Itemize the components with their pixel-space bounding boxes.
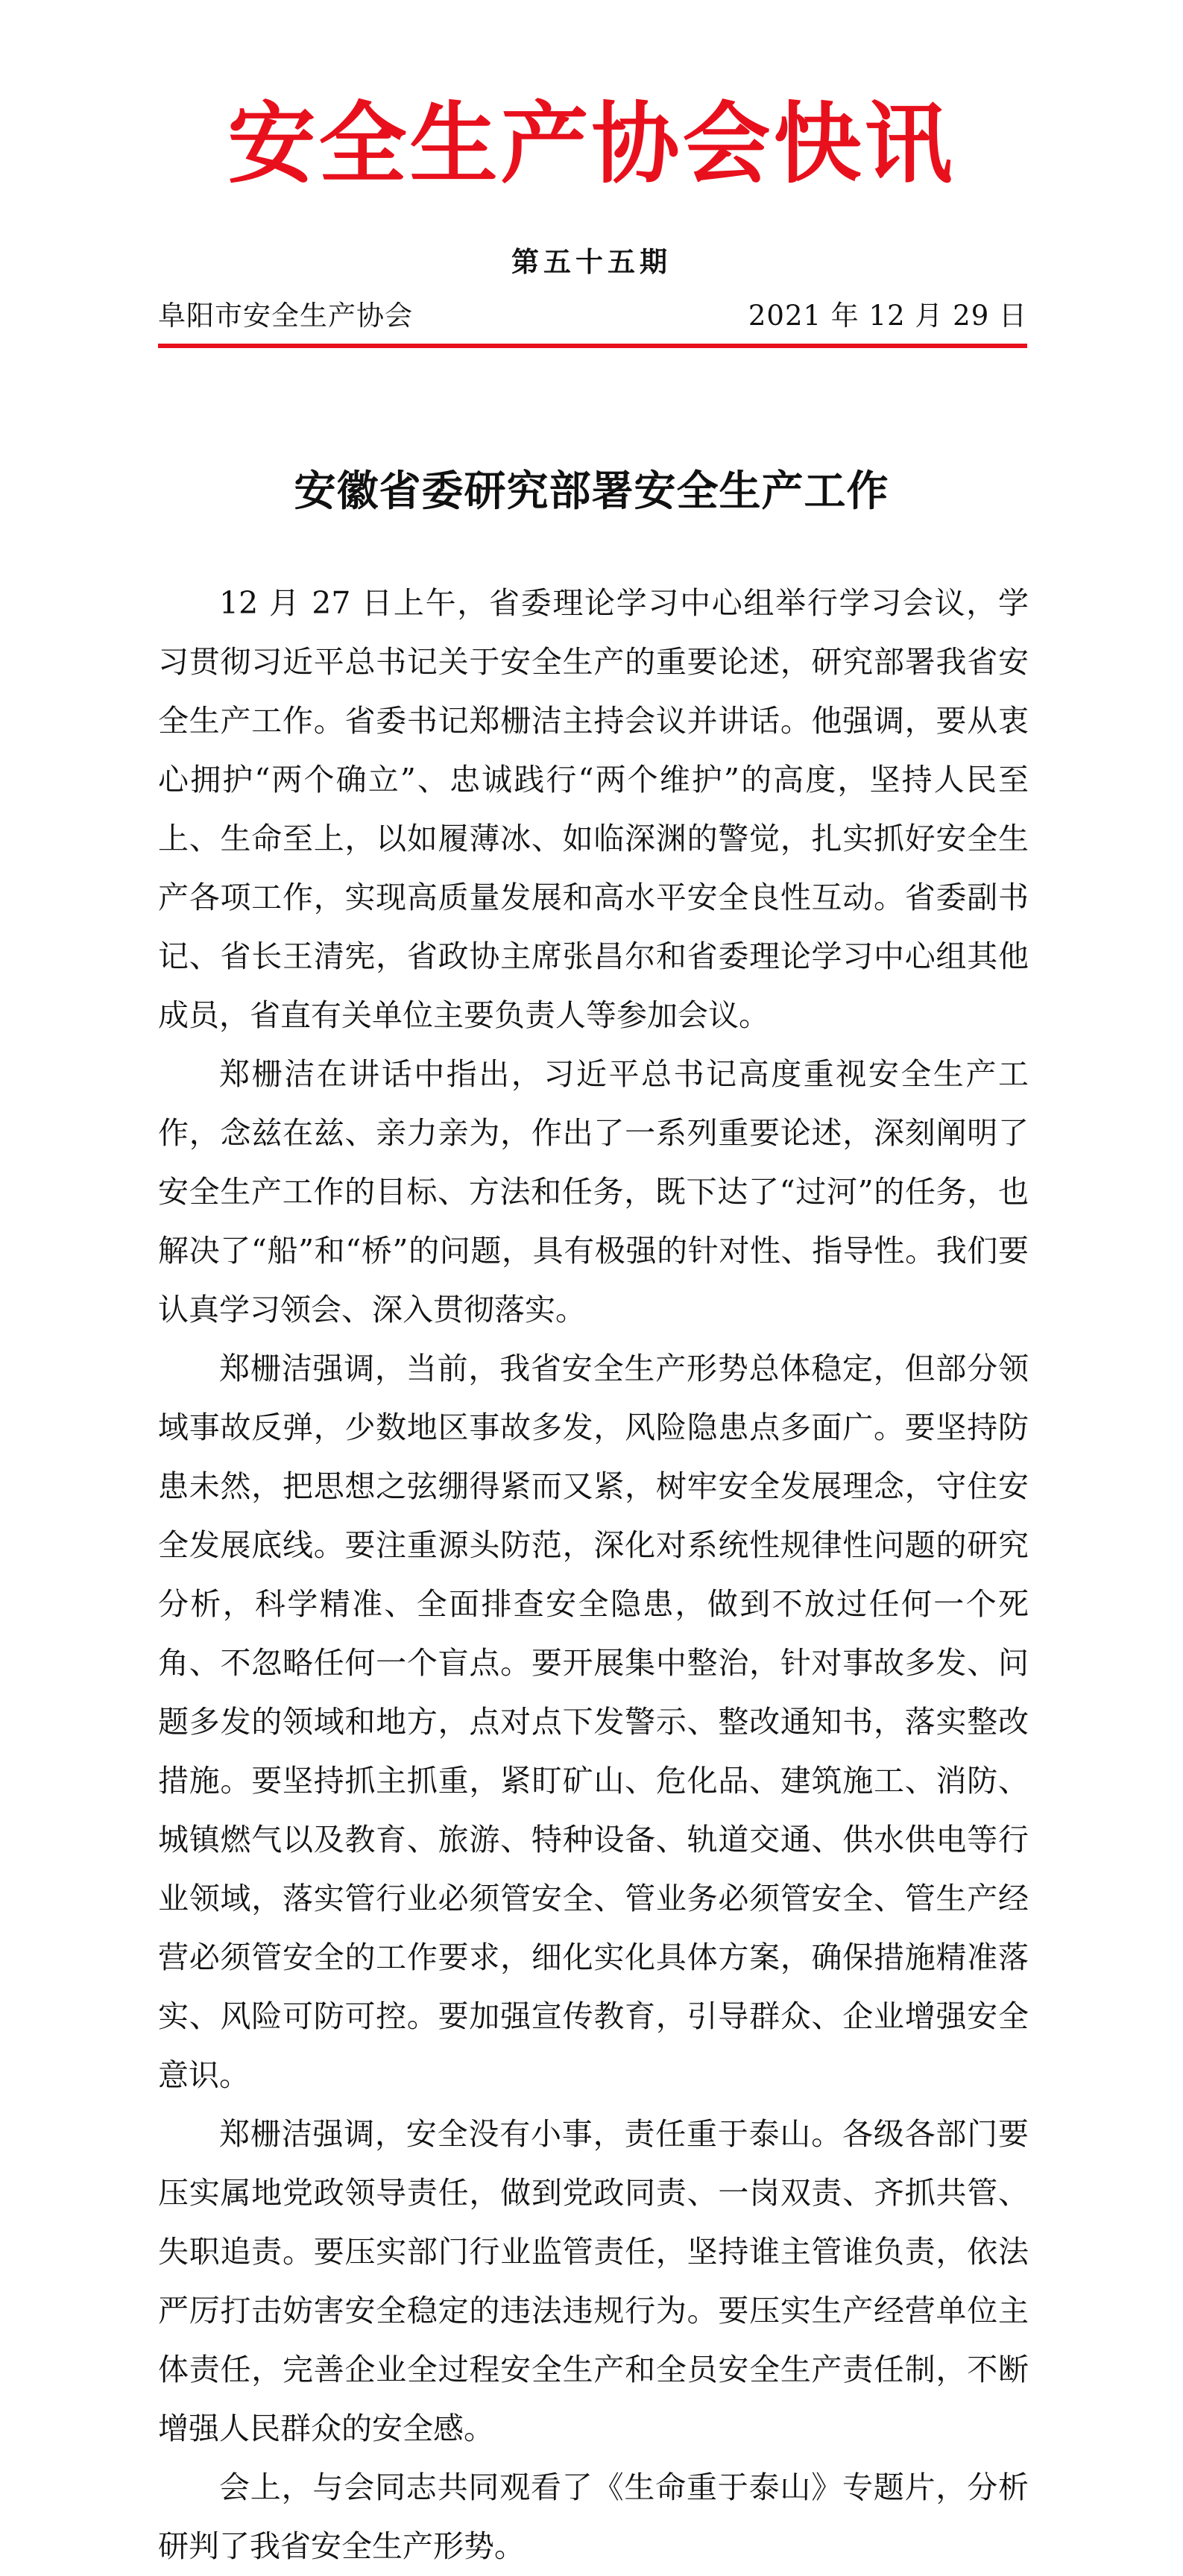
issue-meta-row: [158, 297, 1027, 335]
publisher-name: 阜阳市安全生产协会: [158, 300, 413, 332]
header-divider: [158, 344, 1027, 348]
issue-number: 第五十五期: [511, 245, 672, 278]
article-headline: 安徽省委研究部署安全生产工作: [294, 467, 889, 516]
article-paragraph: 郑栅洁强调，当前，我省安全生产形势总体稳定，但部分领域事故反弹，少数地区事故多发，风险隐患点多面广。要坚持防患未然，把思想之弦绷得紧而又紧，树牢安全发展理念，守住安全发展底线。要注重源头防范，深化对系统性规律性问题的研究分析，科学精准、全面排查安全隐患，做到不放过任何一个死角、不忽略任何一个盲点。要开展集中整治，针对事故多发、问题多发的领域和地方，点对点下发警示、整改通知书，落实整改措施。要坚持抓主抓重，紧盯矿山、危化品、建筑施工、消防、城镇燃气以及教育、旅游、特种设备、轨道交通、供水供电等行业领域，落实管行业必须管安全、管业务必须管安全、管生产经营必须管安全的工作要求，细化实化具体方案，确保措施精准落实、风险可防可控。要加强宣传教育，引导群众、企业增强安全意识。: [158, 1351, 1029, 2093]
publish-date: 2021 年 12 月 29 日: [748, 300, 1027, 332]
article-paragraph: 郑栅洁强调，安全没有小事，责任重于泰山。各级各部门要压实属地党政领导责任，做到党政同责、一岗双责、齐抓共管、失职追责。要压实部门行业监管责任，坚持谁主管谁负责，依法严厉打击妨害安全稳定的违法违规行为。要压实生产经营单位主体责任，完善企业全过程安全生产和全员安全生产责任制，不断增强人民群众的安全感。: [158, 2116, 1029, 2446]
newsletter-masthead: 安全生产协会快讯: [227, 92, 956, 195]
article-paragraph: 会上，与会同志共同观看了《生命重于泰山》专题片，分析研判了我省安全生产形势。: [158, 2469, 1029, 2564]
article-paragraph: 郑栅洁在讲话中指出，习近平总书记高度重视安全生产工作，念兹在兹、亲力亲为，作出了一系列重要论述，深刻阐明了安全生产工作的目标、方法和任务，既下达了“过河”的任务，也解决了“船”和“桥”的问题，具有极强的针对性、指导性。我们要认真学习领会、深入贯彻落实。: [158, 1056, 1029, 1328]
article-body: [158, 574, 1029, 2576]
article-paragraph: 12 月 27 日上午，省委理论学习中心组举行学习会议，学习贯彻习近平总书记关于安全生产的重要论述，研究部署我省安全生产工作。省委书记郑栅洁主持会议并讲话。他强调，要从衷心拥护“两个确立”、忠诚践行“两个维护”的高度，坚持人民至上、生命至上，以如履薄冰、如临深渊的警觉，扎实抓好安全生产各项工作，实现高质量发展和高水平安全良性互动。省委副书记、省长王清宪，省政协主席张昌尔和省委理论学习中心组其他成员，省直有关单位主要负责人等参加会议。: [158, 585, 1029, 1033]
